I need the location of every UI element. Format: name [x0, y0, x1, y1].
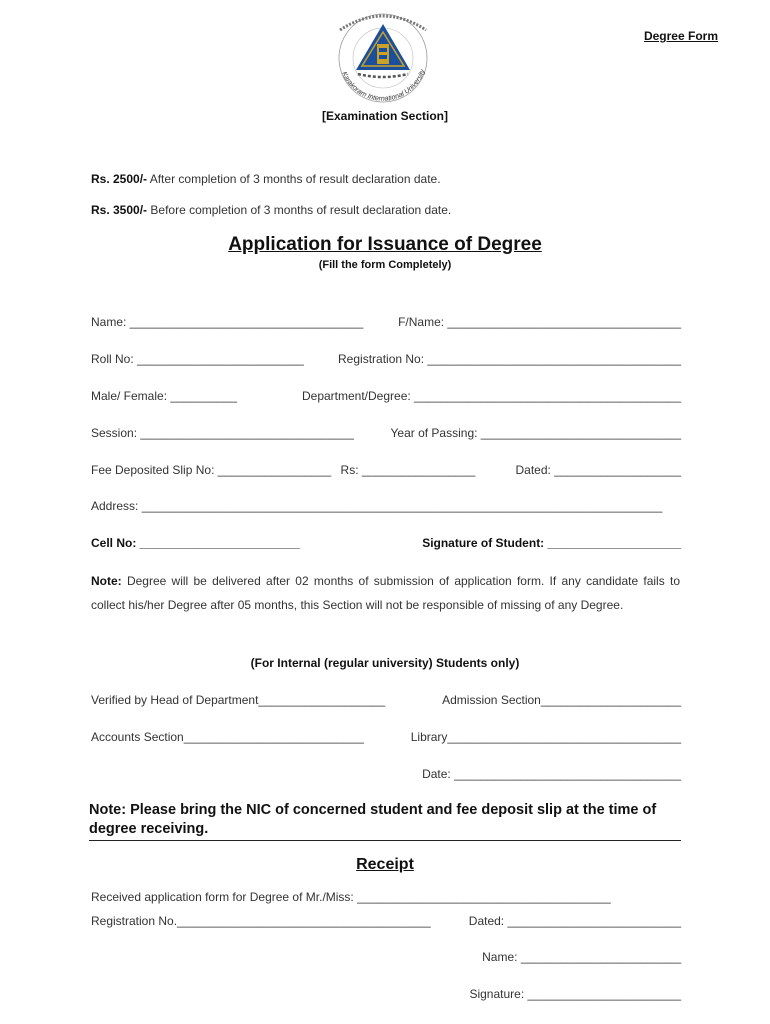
- fee-slip-field[interactable]: Fee Deposited Slip No: _________________: [91, 463, 332, 477]
- year-of-passing-field[interactable]: Year of Passing: ______________________________: [390, 426, 681, 440]
- fee-item-before: [91, 203, 451, 217]
- department-field[interactable]: Department/Degree: ________________________________________: [301, 389, 681, 403]
- admission-section-field[interactable]: Admission Section_____________________: [442, 693, 681, 707]
- fee-item-after: [91, 172, 441, 186]
- form-type-label: Degree Form: [643, 29, 718, 43]
- receipt-name-field[interactable]: Name: ________________________: [482, 950, 681, 964]
- receipt-signature-row: [91, 987, 681, 1001]
- receipt-registration-row: [91, 914, 681, 928]
- session-field[interactable]: Session: ________________________________: [91, 426, 354, 440]
- internal-date-row: [91, 767, 681, 781]
- fee-amount: Rs. 2500/-: [91, 172, 148, 186]
- internal-date-field[interactable]: Date: __________________________________: [422, 767, 681, 781]
- receipt-heading: Receipt: [356, 856, 414, 873]
- receipt-received-row: [91, 890, 681, 904]
- dated-field[interactable]: Dated: ___________________: [515, 463, 681, 477]
- university-logo: [328, 8, 438, 108]
- internal-heading: (For Internal (regular university) Students only): [250, 656, 520, 670]
- roll-no-field[interactable]: Roll No: _________________________: [91, 352, 304, 366]
- registration-no-field[interactable]: Registration No: ______________________________________: [338, 352, 681, 366]
- verification-row: [91, 693, 681, 707]
- note-text: Degree will be delivered after 02 months of submission of application form. If any candidate fails to collect his/her Degree after 05 months, this Section will not be responsible of missing of any Degree.: [91, 574, 680, 612]
- receipt-dated-field[interactable]: Dated: __________________________: [468, 914, 681, 928]
- fee-text: After completion of 3 months of result declaration date.: [149, 172, 441, 186]
- student-signature-field[interactable]: Signature of Student: ____________________: [422, 536, 681, 550]
- accounts-section-field[interactable]: Accounts Section___________________________: [91, 730, 364, 744]
- fee-amount: Rs. 3500/-: [91, 203, 148, 217]
- accounts-row: [91, 730, 681, 744]
- fee-text: Before completion of 3 months of result declaration date.: [150, 203, 452, 217]
- receipt-name-row: [91, 950, 681, 964]
- library-field[interactable]: Library___________________________________: [410, 730, 681, 744]
- session-row: [91, 426, 681, 440]
- nic-note: Note: Please bring the NIC of concerned student and fee deposit slip at the time of degree receiving.: [89, 801, 681, 841]
- fee-row: [91, 463, 681, 477]
- note-label: Note:: [91, 574, 122, 588]
- hod-verification-field[interactable]: Verified by Head of Department___________________: [91, 693, 386, 707]
- cell-no-field[interactable]: Cell No: ________________________: [91, 536, 300, 550]
- received-field[interactable]: Received application form for Degree of Mr./Miss: ______________________________________: [91, 890, 611, 904]
- form-title: Application for Issuance of Degree: [228, 234, 542, 255]
- receipt-signature-field[interactable]: Signature: _______________________: [469, 987, 681, 1001]
- delivery-note: [91, 569, 680, 617]
- examination-section-label: [Examination Section]: [321, 109, 449, 123]
- name-row: [91, 315, 681, 329]
- gender-field[interactable]: Male/ Female: __________: [91, 389, 238, 403]
- gender-row: [91, 389, 681, 403]
- father-name-field[interactable]: F/Name: ___________________________________: [398, 315, 681, 329]
- address-row: [91, 499, 681, 513]
- receipt-registration-field[interactable]: Registration No.______________________________________: [91, 914, 431, 928]
- roll-row: [91, 352, 681, 366]
- rs-field[interactable]: Rs: _________________: [340, 463, 476, 477]
- form-subtitle: (Fill the form Completely): [318, 259, 452, 271]
- name-field[interactable]: Name: ___________________________________: [91, 315, 364, 329]
- address-field[interactable]: Address: ______________________________________________________________________________: [91, 499, 663, 513]
- svg-text:Karakoram International Univer: Karakoram International University: [340, 68, 427, 103]
- cell-row: [91, 536, 681, 550]
